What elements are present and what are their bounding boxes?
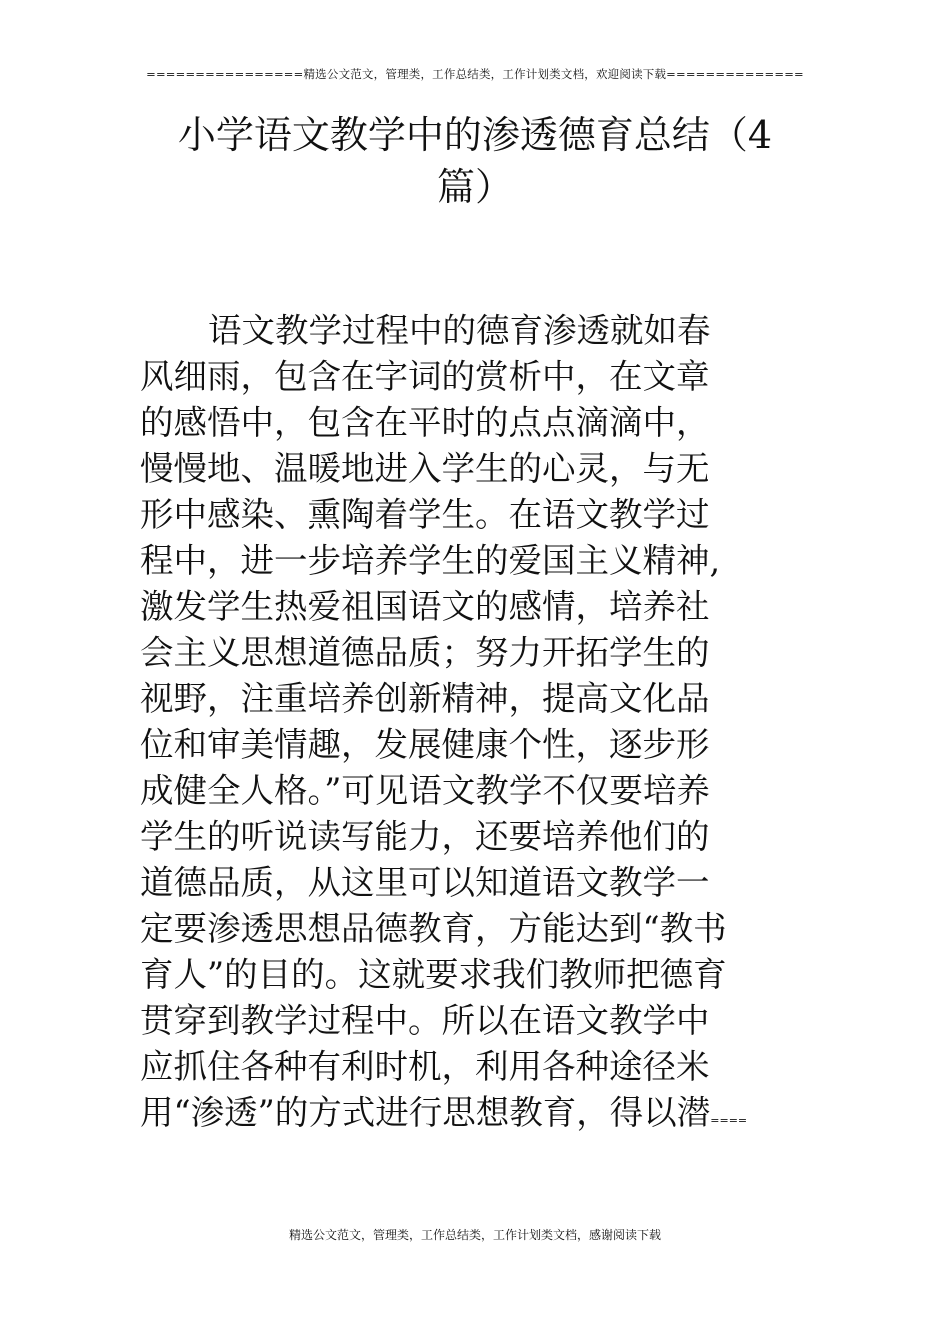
body-paragraph bbox=[140, 308, 820, 1136]
body-line-5: 形中感染、熏陶着学生。在语文教学过 bbox=[140, 495, 710, 534]
body-line-18 bbox=[140, 1090, 820, 1136]
body-line-1: 语文教学过程中的德育渗透就如春 bbox=[208, 311, 711, 350]
body-line-7: 激发学生热爱祖国语文的感情，培养社 bbox=[140, 587, 710, 626]
body-line-9: 视野，注重培养创新精神，提高文化品 bbox=[140, 679, 710, 718]
body-line-4: 慢慢地、温暖地进入学生的心灵，与无 bbox=[140, 449, 710, 488]
page-header: ================精选公文范文，管理类，工作总结类，工作计划类文档，欢迎阅读下载============== bbox=[146, 67, 804, 81]
document-title-line-1: 小学语文教学中的渗透德育总结（4 bbox=[177, 113, 773, 157]
body-line-11: 成健全人格。”可见语文教学不仅要培养 bbox=[140, 771, 710, 810]
body-line-18-text: 用“渗透”的方式进行思想教育，得以潜 bbox=[140, 1093, 711, 1132]
body-line-16: 贯穿到教学过程中。所以在语文教学中 bbox=[140, 1001, 710, 1040]
page-break-marker: ==== bbox=[710, 1114, 748, 1127]
body-line-10: 位和审美情趣，发展健康个性，逐步形 bbox=[140, 725, 710, 764]
body-line-2: 风细雨，包含在字词的赏析中，在文章 bbox=[140, 357, 710, 396]
body-line-12: 学生的听说读写能力，还要培养他们的 bbox=[140, 817, 710, 856]
body-line-15: 育人”的目的。这就要求我们教师把德育 bbox=[140, 955, 727, 994]
body-line-14: 定要渗透思想品德教育，方能达到“教书 bbox=[140, 909, 727, 948]
body-line-8: 会主义思想道德品质；努力开拓学生的 bbox=[140, 633, 710, 672]
page-footer: 精选公文范文，管理类，工作总结类，工作计划类文档，感谢阅读下载 bbox=[288, 1228, 661, 1242]
document-title-line-2: 篇） bbox=[436, 165, 513, 209]
body-line-17: 应抓住各种有利时机，利用各种途径米 bbox=[140, 1047, 710, 1086]
body-line-3: 的感悟中，包含在平时的点点滴滴中， bbox=[140, 403, 710, 442]
body-line-13: 道德品质，从这里可以知道语文教学一 bbox=[140, 863, 710, 902]
body-line-6: 程中，进一步培养学生的爱国主义精神, bbox=[140, 541, 721, 580]
